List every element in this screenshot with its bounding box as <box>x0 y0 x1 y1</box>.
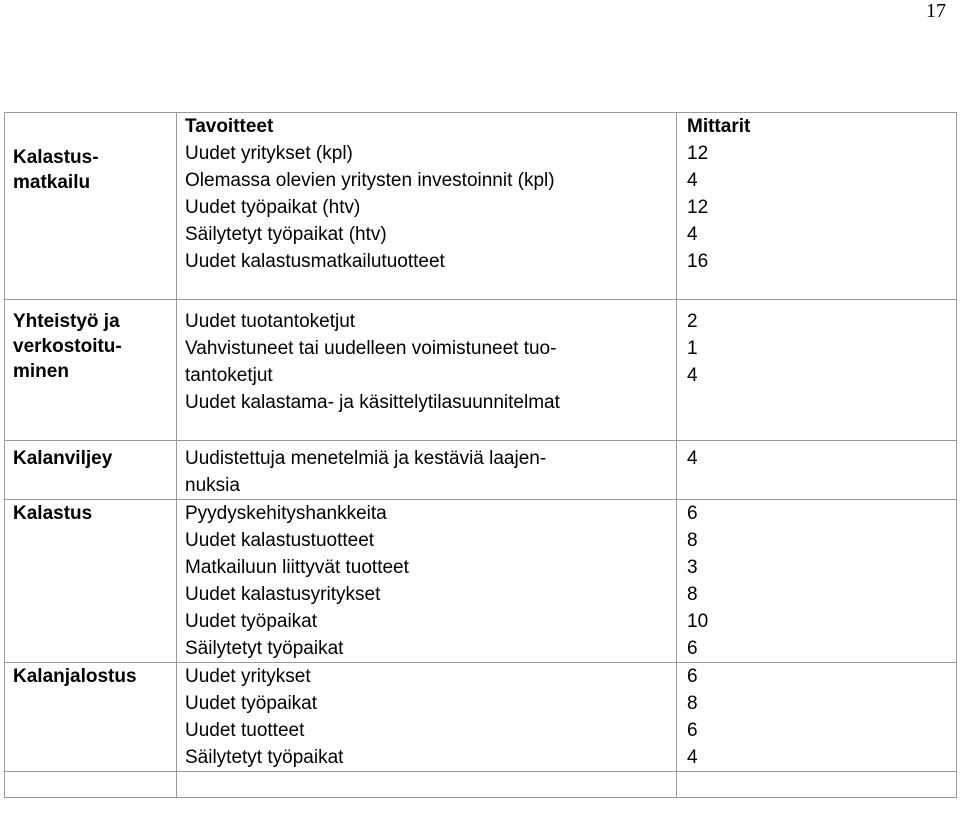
metric-value: 4 <box>687 747 698 768</box>
category-cell <box>5 500 177 663</box>
metric-value: 2 <box>687 311 698 332</box>
goal-text: Säilytetyt työpaikat (htv) <box>185 224 387 245</box>
metric-value: 6 <box>687 503 698 524</box>
goal-text: Uudet kalastusyritykset <box>185 584 381 605</box>
goal-text: Vahvistuneet tai uudelleen voimistuneet tuo- <box>185 338 557 359</box>
goal-text: Uudet työpaikat <box>185 611 318 632</box>
goals-cell <box>177 500 677 663</box>
metrics-cell <box>677 300 957 441</box>
empty-cell <box>677 772 957 798</box>
goals-cell <box>177 663 677 772</box>
metrics-cell <box>677 663 957 772</box>
metric-value: 4 <box>687 224 698 245</box>
goals-cell <box>177 441 677 500</box>
metric-value: 1 <box>687 338 698 359</box>
category-cell <box>5 300 177 441</box>
goals-table <box>4 112 957 798</box>
goal-text: tantoketjut <box>185 365 273 386</box>
goal-text: Uudet työpaikat (htv) <box>185 197 361 218</box>
goal-text: Uudet kalastusmatkailutuotteet <box>185 251 445 272</box>
goal-text: Uudistettuja menetelmiä ja kestäviä laajen- <box>185 448 547 469</box>
metric-value: 8 <box>687 693 698 714</box>
metric-value: 4 <box>687 170 698 191</box>
goal-text: Pyydyskehityshankkeita <box>185 503 387 524</box>
goal-text: Olemassa olevien yritysten investoinnit (kpl) <box>185 170 555 191</box>
section-kalanjalostus <box>5 663 957 772</box>
section-yhteistyo <box>5 300 957 441</box>
empty-cell <box>177 772 677 798</box>
metric-value: 10 <box>687 611 709 632</box>
category-cell <box>5 113 177 300</box>
metric-value: 3 <box>687 557 698 578</box>
goal-text: Säilytetyt työpaikat <box>185 747 344 768</box>
metrics-cell <box>677 441 957 500</box>
category-label: Kalanjalostus <box>13 666 137 687</box>
metric-value: 6 <box>687 638 698 659</box>
category-line: Yhteistyö ja <box>13 311 120 332</box>
goal-text: Uudet yritykset (kpl) <box>185 143 353 164</box>
metric-value: 8 <box>687 530 698 551</box>
header-metrics: Mittarit <box>687 116 751 137</box>
category-cell <box>5 663 177 772</box>
header-goals: Tavoitteet <box>185 116 274 137</box>
metric-value: 12 <box>687 143 709 164</box>
goal-text: Matkailuun liittyvät tuotteet <box>185 557 409 578</box>
category-label <box>13 140 176 195</box>
section-kalastusmatkailu <box>5 113 957 300</box>
section-kalanviljey <box>5 441 957 500</box>
empty-row <box>5 772 957 798</box>
section-kalastus <box>5 500 957 663</box>
category-label: Kalastus <box>13 503 93 524</box>
goal-text: nuksia <box>185 475 240 496</box>
goal-text: Uudet työpaikat <box>185 693 318 714</box>
metrics-cell <box>677 500 957 663</box>
goal-text: Uudet tuotteet <box>185 720 305 741</box>
category-line: matkailu <box>13 172 91 193</box>
empty-cell <box>5 772 177 798</box>
metric-value: 16 <box>687 251 709 272</box>
category-line: Kalastus- <box>13 147 99 168</box>
metric-value: 4 <box>687 365 698 386</box>
category-line: verkostoitu- <box>13 336 122 357</box>
category-line: minen <box>13 361 69 382</box>
category-label: Kalanviljey <box>13 448 113 469</box>
category-cell <box>5 441 177 500</box>
page-number: 17 <box>926 0 946 22</box>
goal-text: Uudet kalastama- ja käsittelytilasuunnitelmat <box>185 392 560 413</box>
category-label <box>13 304 176 384</box>
metric-value: 6 <box>687 666 698 687</box>
metric-value: 8 <box>687 584 698 605</box>
goal-text: Uudet tuotantoketjut <box>185 311 356 332</box>
metric-value: 4 <box>687 448 698 469</box>
goal-text: Säilytetyt työpaikat <box>185 638 344 659</box>
goal-text: Uudet yritykset <box>185 666 311 687</box>
goal-text: Uudet kalastustuotteet <box>185 530 375 551</box>
goals-cell <box>177 113 677 300</box>
goals-cell <box>177 300 677 441</box>
metric-value: 6 <box>687 720 698 741</box>
metric-value: 12 <box>687 197 709 218</box>
metrics-cell <box>677 113 957 300</box>
